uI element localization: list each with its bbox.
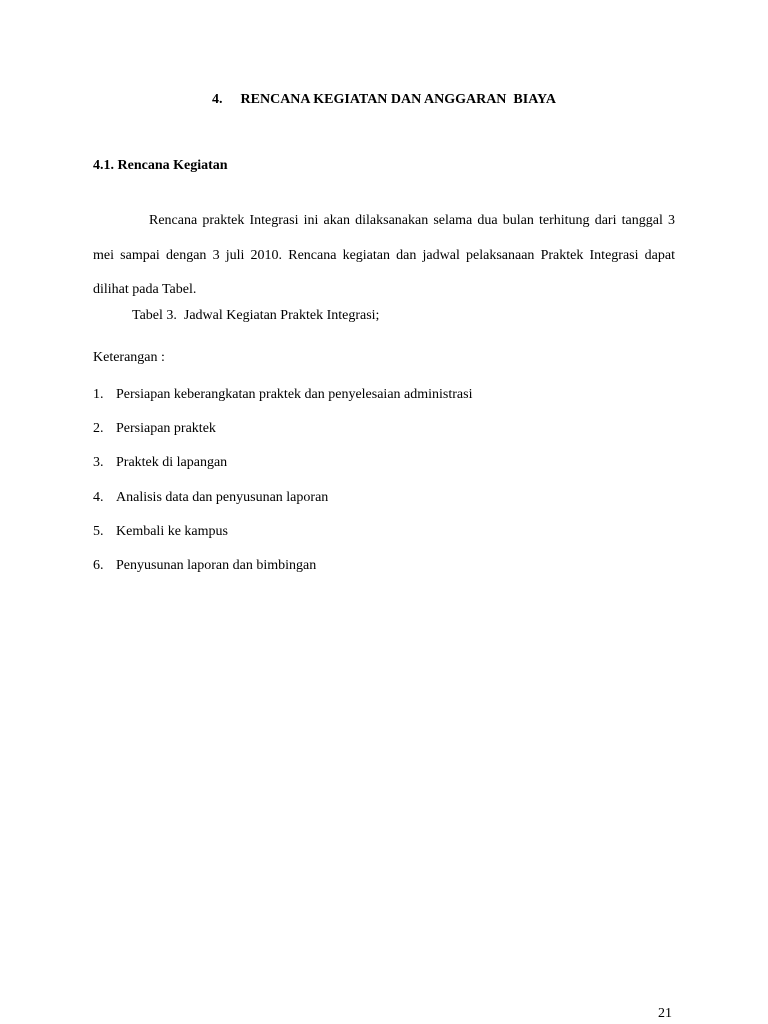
list-item-number: 2. — [93, 421, 104, 437]
section-heading: 4.1. Rencana Kegiatan — [93, 158, 228, 173]
list-item-number: 6. — [93, 557, 104, 573]
list-item-text: Penyusunan laporan dan bimbingan — [116, 557, 317, 573]
chapter-title — [0, 92, 768, 108]
list-item-number: 5. — [93, 523, 104, 539]
keterangan-label: Keterangan : — [93, 350, 165, 365]
list-item-text: Analisis data dan penyusunan laporan — [116, 489, 329, 505]
list-item — [93, 385, 472, 419]
list-item-text: Persiapan keberangkatan praktek dan penyelesaian administrasi — [116, 387, 473, 402]
list-item — [93, 522, 472, 556]
chapter-title-text: RENCANA KEGIATAN DAN ANGGARAN BIAYA — [240, 92, 556, 107]
page-number: 21 — [658, 1006, 672, 1021]
list-item-text: Persiapan praktek — [116, 421, 216, 437]
chapter-number: 4. — [212, 92, 223, 107]
list-item — [93, 419, 472, 453]
list-item — [93, 556, 472, 590]
list-item — [93, 453, 472, 487]
list-item-number: 3. — [93, 455, 104, 471]
list-item-text: Praktek di lapangan — [116, 455, 228, 471]
keterangan-list — [93, 385, 472, 590]
list-item-text: Kembali ke kampus — [116, 523, 228, 539]
body-paragraph: Rencana praktek Integrasi ini akan dilaksanakan selama dua bulan terhitung dari tanggal 3 mei sampai dengan 3 juli 2010. Rencana kegiatan dan jadwal pelaksanaan Praktek Integrasi dapat dilihat pada Tabel. — [93, 213, 675, 297]
list-item-number: 4. — [93, 489, 104, 505]
table-caption: Tabel 3. Jadwal Kegiatan Praktek Integrasi; — [132, 308, 380, 323]
list-item — [93, 488, 472, 522]
list-item-number: 1. — [93, 387, 104, 402]
